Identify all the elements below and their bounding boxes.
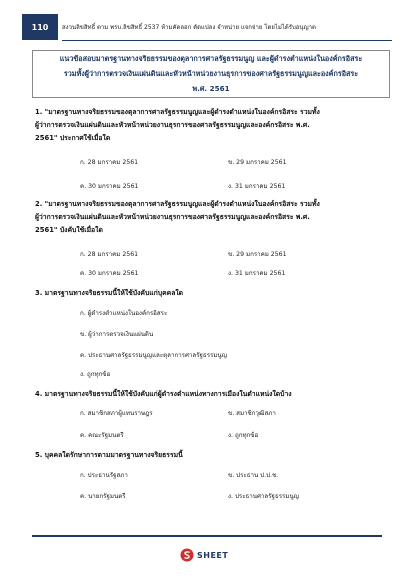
- document-title-box: [32, 50, 390, 98]
- question-2: [35, 198, 385, 237]
- option-a: ก. ประธานรัฐสภา: [80, 472, 128, 479]
- question-text: 3. มาตรฐานทางจริยธรรมนี้ให้ใช้บังคับแก่บุคคลใด: [35, 289, 184, 297]
- question-5: [35, 449, 385, 462]
- question-text: 5. บุคคลใดรักษาการตามมาตรฐานทางจริยธรรมนี้: [35, 451, 183, 459]
- sheet-logo-icon: [180, 548, 194, 562]
- option-b: ข. ประธาน ป.ป.ช.: [228, 472, 279, 479]
- option-d: ง. ประธานศาลรัฐธรรมนูญ: [228, 493, 299, 500]
- option-d: ง. 31 มกราคม 2561: [228, 183, 286, 190]
- title-line-2: รวมทั้งผู้ว่าการตรวจเงินแผ่นดินและหัวหน้าหน่วยงานธุรการของศาลรัฐธรรมนูญและองค์กรอิสระ: [63, 69, 359, 78]
- question-1: [35, 106, 385, 145]
- question-text: ผู้ว่าการตรวจเงินแผ่นดินและหัวหน้าหน่วยงานธุรการของศาลรัฐธรรมนูญและองค์กรอิสระ พ.ศ.: [35, 213, 310, 221]
- page-header: [0, 0, 416, 44]
- question-text: 2561" ประกาศใช้เมื่อใด: [35, 134, 111, 142]
- option-b: ข. ผู้ว่าการตรวจเงินแผ่นดิน: [80, 331, 154, 338]
- question-4: [35, 388, 385, 401]
- question-text: 4. มาตรฐานทางจริยธรรมนี้ให้ใช้บังคับแก่ผู้ดำรงตำแหน่งทางการเมืองในตำแหน่งใดบ้าง: [35, 390, 292, 398]
- option-d: ง. 31 มกราคม 2561: [228, 270, 286, 277]
- logo-text: SHEET: [197, 550, 229, 560]
- running-header-text: สงวนลิขสิทธิ์ ตาม พรบ.ลิขสิทธิ์ 2537 ห้ามคัดลอก ดัดแปลง จำหน่าย แจกจ่าย โดยไม่ได้รับอนุญาต: [62, 14, 392, 41]
- question-3: [35, 287, 385, 300]
- option-d: ง. ถูกทุกข้อ: [228, 432, 259, 439]
- option-a: ก. สมาชิกสภาผู้แทนราษฎร: [80, 410, 153, 417]
- footer-logo: [180, 545, 240, 565]
- question-text: 2. "มาตรฐานทางจริยธรรมของตุลาการศาลรัฐธรรมนูญและผู้ดำรงตำแหน่งในองค์กรอิสระ รวมทั้ง: [35, 200, 320, 208]
- question-text: 1. "มาตรฐานทางจริยธรรมของตุลาการศาลรัฐธรรมนูญและผู้ดำรงตำแหน่งในองค์กรอิสระ รวมทั้ง: [35, 108, 320, 116]
- option-a: ก. 28 มกราคม 2561: [80, 159, 139, 166]
- option-b: ข. 29 มกราคม 2561: [228, 159, 287, 166]
- option-c: ค. ประธานศาลรัฐธรรมนูญและตุลาการศาลรัฐธรรมนูญ: [80, 352, 227, 359]
- footer-divider: [32, 535, 382, 537]
- option-c: ค. คณะรัฐมนตรี: [80, 432, 124, 439]
- option-a: ก. ผู้ดำรงตำแหน่งในองค์กรอิสระ: [80, 310, 168, 317]
- option-c: ค. 30 มกราคม 2561: [80, 270, 139, 277]
- page-number: 110: [22, 14, 58, 40]
- option-b: ข. 29 มกราคม 2561: [228, 251, 287, 258]
- question-text: 2561" บังคับใช้เมื่อใด: [35, 226, 103, 234]
- question-text: ผู้ว่าการตรวจเงินแผ่นดินและหัวหน้าหน่วยงานธุรการของศาลรัฐธรรมนูญและองค์กรอิสระ พ.ศ.: [35, 121, 310, 129]
- title-line-1: แนวข้อสอบมาตรฐานทางจริยธรรมของตุลาการศาลรัฐธรรมนูญ และผู้ดำรงตำแหน่งในองค์กรอิสระ: [59, 54, 363, 63]
- option-c: ค. นายกรัฐมนตรี: [80, 493, 126, 500]
- option-d: ง. ถูกทุกข้อ: [80, 371, 111, 378]
- option-c: ค. 30 มกราคม 2561: [80, 183, 139, 190]
- option-b: ข. สมาชิกวุฒิสภา: [228, 410, 276, 417]
- title-line-3: พ.ศ. 2561: [192, 84, 230, 93]
- option-a: ก. 28 มกราคม 2561: [80, 251, 139, 258]
